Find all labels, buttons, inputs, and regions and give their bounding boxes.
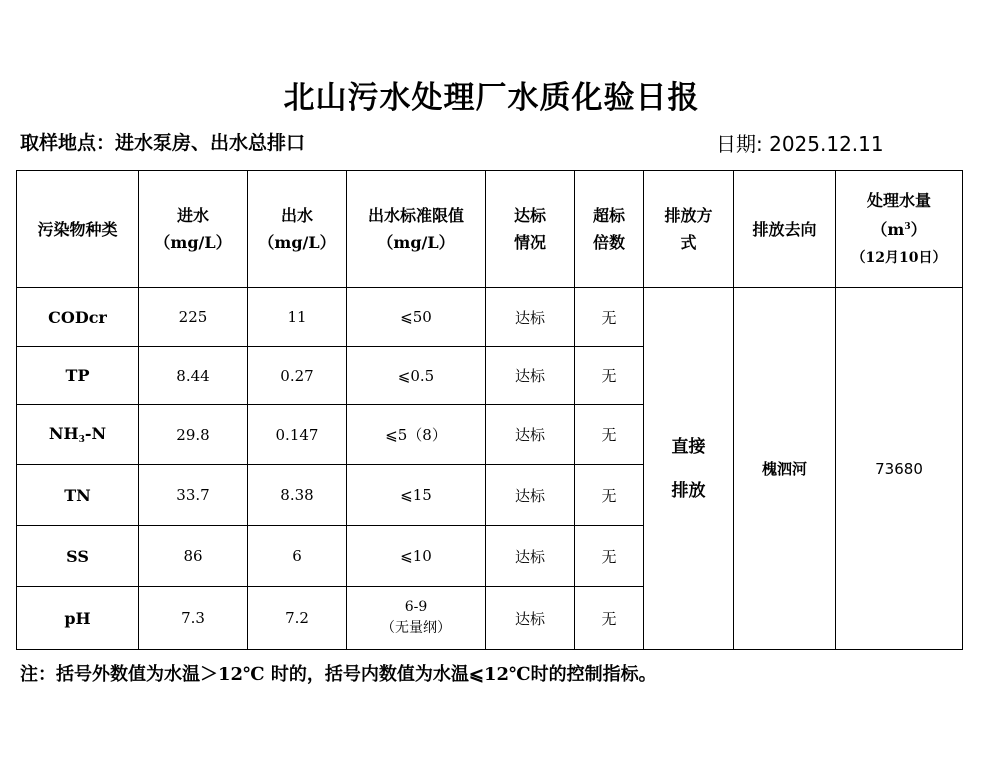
inflow-value: 7.3 xyxy=(139,587,248,650)
outflow-value: 0.147 xyxy=(248,405,347,465)
report-date: 日期: 2025.12.11 xyxy=(716,132,884,156)
exceed-value: 无 xyxy=(575,526,644,587)
inflow-value: 33.7 xyxy=(139,465,248,526)
inflow-value: 225 xyxy=(139,288,248,347)
discharge-destination: 槐泗河 xyxy=(734,288,836,650)
header-inflow: 进水 （mg/L） xyxy=(139,171,248,288)
sampling-location: 取样地点：进水泵房、出水总排口 xyxy=(20,132,306,154)
exceed-value: 无 xyxy=(575,347,644,405)
water-quality-table xyxy=(16,170,963,650)
footnote: 注：括号外数值为水温＞12℃ 时的，括号内数值为水温⩽12℃时的控制指标。 xyxy=(20,664,657,685)
pollutant-name: SS xyxy=(17,526,139,587)
exceed-value: 无 xyxy=(575,587,644,650)
pollutant-name: CODcr xyxy=(17,288,139,347)
outflow-value: 11 xyxy=(248,288,347,347)
exceed-value: 无 xyxy=(575,405,644,465)
table-row xyxy=(17,288,963,347)
treated-volume: 73680 xyxy=(836,288,963,650)
header-destination: 排放去向 xyxy=(734,171,836,288)
inflow-value: 29.8 xyxy=(139,405,248,465)
status-value: 达标 xyxy=(486,526,575,587)
limit-value: ⩽5（8） xyxy=(347,405,486,465)
report-title: 北山污水处理厂水质化验日报 xyxy=(283,80,700,116)
outflow-value: 0.27 xyxy=(248,347,347,405)
outflow-value: 7.2 xyxy=(248,587,347,650)
exceed-value: 无 xyxy=(575,288,644,347)
header-exceed: 超标 倍数 xyxy=(575,171,644,288)
inflow-value: 86 xyxy=(139,526,248,587)
exceed-value: 无 xyxy=(575,465,644,526)
status-value: 达标 xyxy=(486,587,575,650)
status-value: 达标 xyxy=(486,405,575,465)
header-outflow: 出水 （mg/L） xyxy=(248,171,347,288)
outflow-value: 8.38 xyxy=(248,465,347,526)
status-value: 达标 xyxy=(486,288,575,347)
header-status: 达标 情况 xyxy=(486,171,575,288)
pollutant-name: TN xyxy=(17,465,139,526)
limit-value: ⩽0.5 xyxy=(347,347,486,405)
limit-value: ⩽10 xyxy=(347,526,486,587)
status-value: 达标 xyxy=(486,465,575,526)
pollutant-name: TP xyxy=(17,347,139,405)
header-limit: 出水标准限值 （mg/L） xyxy=(347,171,486,288)
header-pollutant: 污染物种类 xyxy=(17,171,139,288)
limit-value: ⩽50 xyxy=(347,288,486,347)
header-method: 排放方 式 xyxy=(644,171,734,288)
outflow-value: 6 xyxy=(248,526,347,587)
status-value: 达标 xyxy=(486,347,575,405)
pollutant-name: $NH_3-N$ xyxy=(17,405,139,465)
inflow-value: 8.44 xyxy=(139,347,248,405)
header-volume: 处理水量 $(m^3)$ （12月10日） xyxy=(836,171,963,288)
header-row xyxy=(17,171,963,288)
limit-value: 6-9 （无量纲） xyxy=(347,587,486,650)
limit-value: ⩽15 xyxy=(347,465,486,526)
pollutant-name: pH xyxy=(17,587,139,650)
discharge-method: 直接 排放 xyxy=(644,288,734,650)
